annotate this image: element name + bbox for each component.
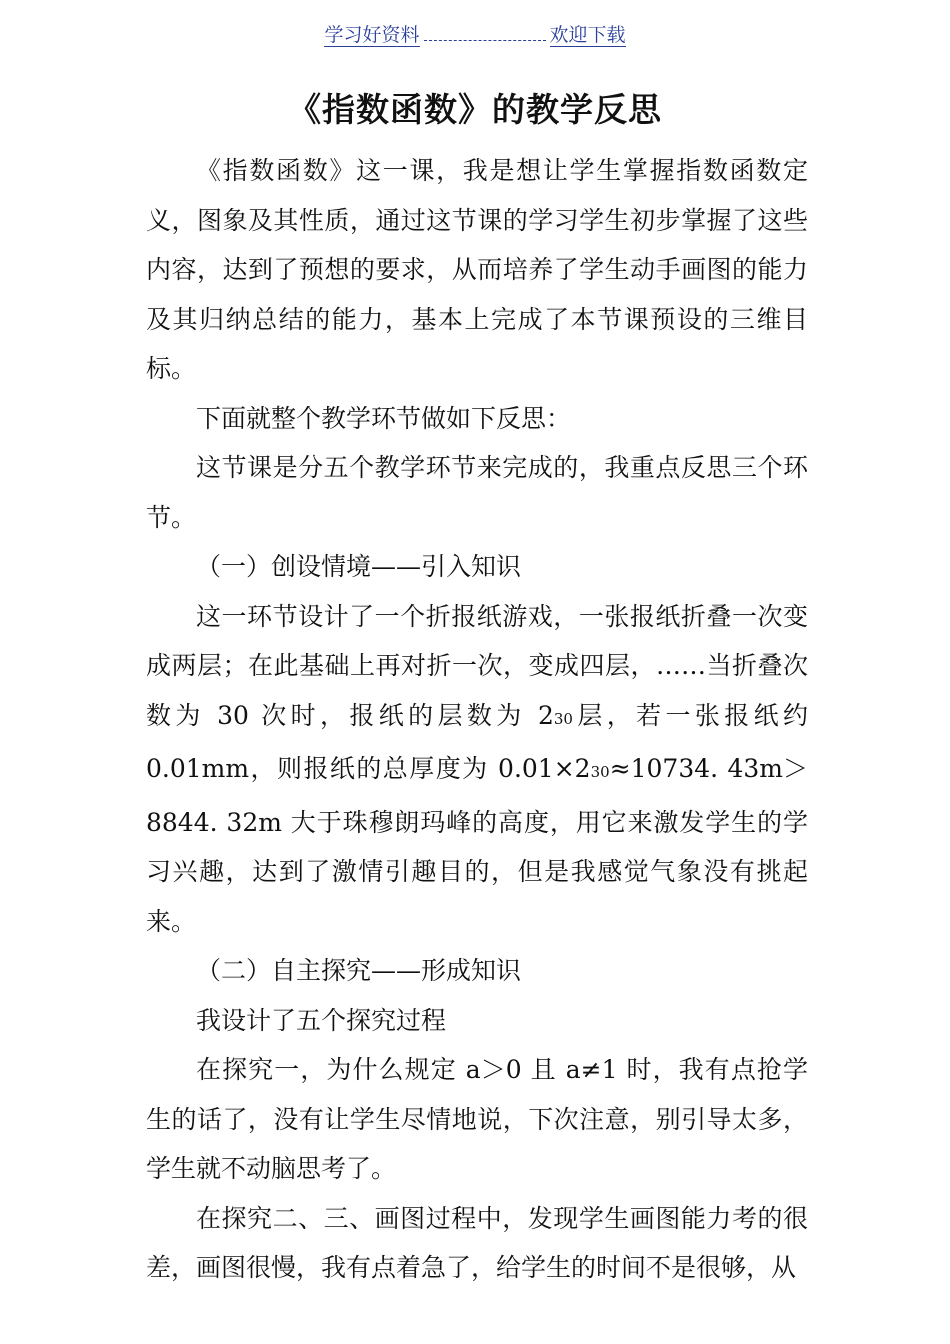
paragraph-five-steps: 这节课是分五个教学环节来完成的，我重点反思三个环节。 [146,453,808,532]
section-heading-2: （二）自主探究——形成知识 [196,956,522,985]
header-dashed-separator [424,22,546,41]
section-heading-1: （一）创设情境——引入知识 [196,552,522,581]
paper-folding-text-b: 层，若一张报纸约 0.01mm，则报纸的总厚度为 0.01×2 [146,700,808,783]
paper-folding-text-a: 这一环节设计了一个折报纸游戏，一张报纸折叠一次变成两层；在此基础上再对折一次，变成四层，……当折叠次数为 30 次时，报纸的层数为 2 [146,601,808,730]
header-link-study-materials[interactable]: 学习好资料 [324,24,420,46]
paragraph-exploration-two-three: 在探究二、三、画图过程中，发现学生画图能力考的很差，画图很慢，我有点着急了，给学生的时间不是很够，从 [146,1203,808,1282]
paragraph-five-explorations: 我设计了五个探究过程 [196,1005,447,1035]
paragraph-reflection-lead: 下面就整个教学环节做如下反思： [196,403,572,433]
page-header [0,22,950,48]
exponent-30-first: 30 [553,709,573,728]
document-body [146,146,808,1293]
paper-folding-text-c: ≈10734. 43m＞8844. 32m 大于珠穆朗玛峰的高度，用它来激发学生的学习兴趣，达到了激情引趣目的，但是我感觉气象没有挑起来。 [146,754,808,936]
exponent-30-second: 30 [590,763,610,781]
paragraph-paper-folding [146,592,808,947]
paragraph-exploration-one: 在探究一，为什么规定 a＞0 且 a≠1 时，我有点抢学生的话了，没有让学生尽情地说，下次注意，别引导太多，学生就不动脑思考了。 [146,1055,808,1183]
header-link-welcome-download[interactable]: 欢迎下载 [549,24,626,46]
paragraph-intro: 《指数函数》这一课，我是想让学生掌握指数函数定义，图象及其性质，通过这节课的学习学生初步掌握了这些内容，达到了预想的要求，从而培养了学生动手画图的能力及其归纳总结的能力，基本上完成了本节课预设的三维目标。 [146,156,808,383]
document-title: 《指数函数》的教学反思 [288,90,662,129]
